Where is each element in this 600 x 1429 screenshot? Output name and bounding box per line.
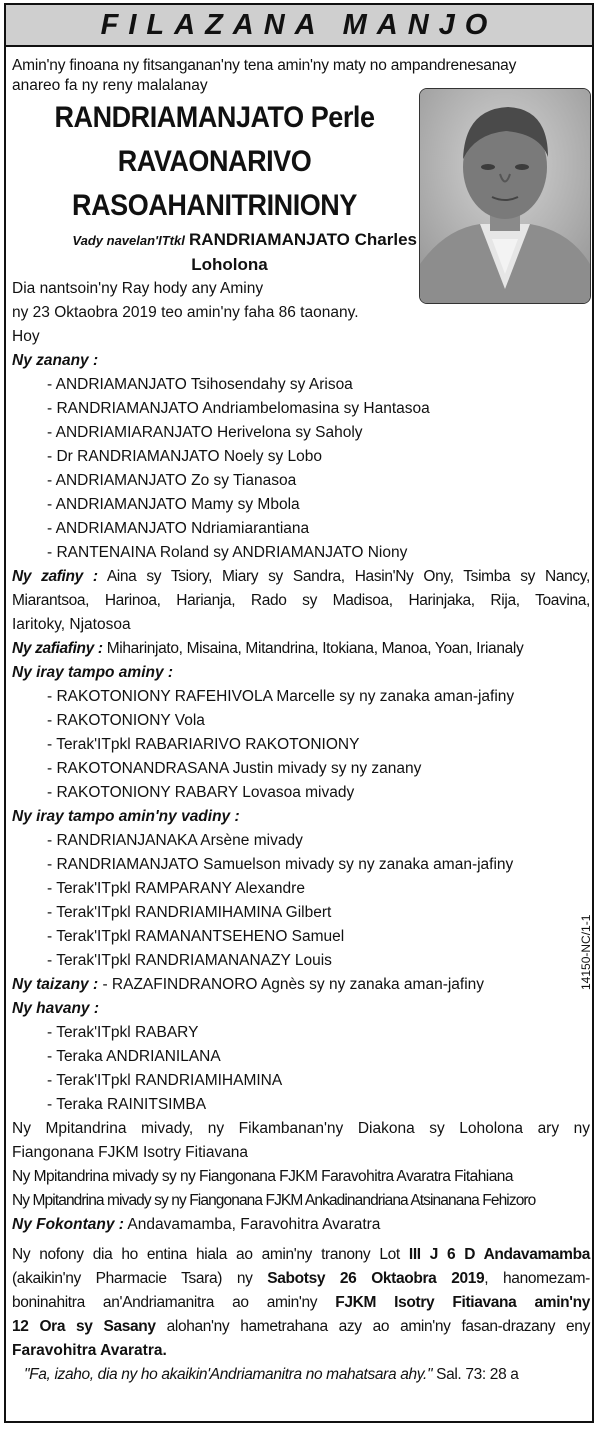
churches-line-3: Ny Mpitandrina mivady sy ny Fiangonana FJKM Faravohitra Avaratra Fitahiana xyxy=(12,1168,513,1185)
fokontany-text: Andavamamba, Faravohitra Avaratra xyxy=(127,1216,381,1233)
list-item: - Teraka ANDRIANILANA xyxy=(47,1048,221,1065)
list-item: - ANDRIAMIARANJATO Herivelona sy Saholy xyxy=(47,424,363,441)
siblings-heading: Ny iray tampo aminy : xyxy=(12,664,174,681)
funeral-line-4 xyxy=(12,1315,590,1339)
children-list xyxy=(12,373,590,565)
funeral-text: alohan'ny hametrahana azy ao amin'ny fasan-drazany eny xyxy=(155,1318,590,1335)
list-item: - Terak'ITpkl RABARIARIVO RAKOTONIONY xyxy=(47,736,360,753)
great-grandchildren-heading: Ny zafiafiny : xyxy=(12,640,103,657)
spouse-name: RANDRIAMANJATO Charles xyxy=(189,230,417,249)
list-item: - ANDRIAMANJATO Tsihosendahy sy Arisoa xyxy=(47,376,353,393)
list-item: - RAKOTONIONY RAFEHIVOLA Marcelle sy ny zanaka aman-jafiny xyxy=(47,688,515,705)
list-item: - RANDRIANJANAKA Arsène mivady xyxy=(47,832,303,849)
list-item: - RAKOTONIONY Vola xyxy=(47,712,205,729)
funeral-text: , hanomezam- xyxy=(484,1270,590,1287)
verse-reference: Sal. 73: 28 a xyxy=(432,1366,519,1383)
list-item: - Terak'ITpkl RANDRIAMIHAMINA xyxy=(47,1072,283,1089)
deceased-name-3: RASOAHANITRINIONY xyxy=(72,189,357,222)
churches-line-1: Ny Mpitandrina mivady, ny Fikambanan'ny Diakona sy Loholona ary ny xyxy=(12,1120,590,1137)
list-item: - Terak'ITpkl RAMANANTSEHENO Samuel xyxy=(47,928,345,945)
funeral-time: 12 Ora sy Sasany xyxy=(12,1318,156,1335)
nephews-heading: Ny taizany : xyxy=(12,976,99,993)
grandchildren-text-1: Aina sy Tsiory, Miary sy Sandra, Hasin'Ny Ony, Tsimba sy Nancy, xyxy=(106,568,590,585)
list-item: - Dr RANDRIAMANJATO Noely sy Lobo xyxy=(47,448,323,465)
notice-body xyxy=(12,56,590,1387)
list-item: - ANDRIAMANJATO Mamy sy Mbola xyxy=(47,496,300,513)
siblings-list xyxy=(12,685,590,805)
reference-code: 14150-NC/1-1 xyxy=(579,914,593,990)
intro-text xyxy=(12,56,517,96)
spouse-title: Loholona xyxy=(191,255,268,274)
deceased-name-2: RAVAONARIVO xyxy=(117,145,312,178)
notice-title: FILAZANA MANJO xyxy=(100,8,498,41)
nephews-line xyxy=(12,973,590,997)
verse-quote: "Fa, izaho, dia ny ho akaikin'Andriamanitra no mahatsara ahy." xyxy=(24,1366,433,1383)
great-grandchildren-line xyxy=(12,637,590,661)
nephews-text: - RAZAFINDRANORO Agnès sy ny zanaka aman-jafiny xyxy=(102,976,485,993)
list-item: - Terak'ITpkl RABARY xyxy=(47,1024,199,1041)
funeral-text: boninahitra an'Andriamanitra ao amin'ny xyxy=(12,1294,336,1311)
grandchildren-line-3: Iaritoky, Njatosoa xyxy=(12,616,131,633)
funeral-line-2 xyxy=(12,1267,590,1291)
list-item: - Terak'ITpkl RANDRIAMANANAZY Louis xyxy=(47,952,332,969)
funeral-text: (akaikin'ny Pharmacie Tsara) ny xyxy=(12,1270,268,1287)
funeral-line-3 xyxy=(12,1291,590,1315)
death-line-2: ny 23 Oktaobra 2019 teo amin'ny faha 86 taonany. xyxy=(12,304,359,321)
list-item: - Terak'ITpkl RAMPARANY Alexandre xyxy=(47,880,305,897)
death-line-1: Dia nantsoin'ny Ray hody any Aminy xyxy=(12,280,264,297)
list-item: - RANDRIAMANJATO Andriambelomasina sy Hantasoa xyxy=(47,400,430,417)
churches-line-2: Fiangonana FJKM Isotry Fitiavana xyxy=(12,1144,249,1161)
list-item: - Terak'ITpkl RANDRIAMIHAMINA Gilbert xyxy=(47,904,332,921)
list-item: - ANDRIAMANJATO Ndriamiarantiana xyxy=(47,520,310,537)
fokontany-heading: Ny Fokontany : xyxy=(12,1216,124,1233)
churches-line-4: Ny Mpitandrina mivady sy ny Fiangonana FJKM Ankadinandriana Atsinanana Fehizoro xyxy=(12,1192,536,1209)
funeral-text: Ny nofony dia ho entina hiala ao amin'ny tranony Lot xyxy=(12,1246,409,1263)
fokontany-line xyxy=(12,1213,590,1237)
children-heading: Ny zanany : xyxy=(12,352,99,369)
list-item: - ANDRIAMANJATO Zo sy Tianasoa xyxy=(47,472,297,489)
deceased-name-1: RANDRIAMANJATO Perle xyxy=(54,101,375,134)
list-item: - RANDRIAMANJATO Samuelson mivady sy ny zanaka aman-jafiny xyxy=(47,856,514,873)
list-item: - Teraka RAINITSIMBA xyxy=(47,1096,207,1113)
verse-line xyxy=(12,1363,590,1387)
list-item: - RAKOTONANDRASANA Justin mivady sy ny zanany xyxy=(47,760,422,777)
list-item: - RANTENAINA Roland sy ANDRIAMANJATO Niony xyxy=(47,544,408,561)
intro-line-2: anareo fa ny reny malalanay xyxy=(12,77,208,94)
relatives-heading: Ny havany : xyxy=(12,1000,100,1017)
spouse-line xyxy=(12,228,417,253)
funeral-line-5: Faravohitra Avaratra. xyxy=(12,1342,167,1359)
list-item: - RAKOTONIONY RABARY Lovasoa mivady xyxy=(47,784,355,801)
spouse-siblings-list xyxy=(12,829,590,973)
relatives-list xyxy=(12,1021,590,1117)
death-line-3: Hoy xyxy=(12,328,40,345)
intro-line-1: Amin'ny finoana ny fitsanganan'ny tena amin'ny maty no ampandrenesanay xyxy=(12,57,517,74)
great-grandchildren-text: Miharinjato, Misaina, Mitandrina, Itokiana, Manoa, Yoan, Irianaly xyxy=(106,640,524,657)
spouse-siblings-heading: Ny iray tampo amin'ny vadiny : xyxy=(12,808,240,825)
grandchildren-line-1 xyxy=(12,565,590,589)
funeral-date: Sabotsy 26 Oktaobra 2019 xyxy=(267,1270,485,1287)
funeral-church: FJKM Isotry Fitiavana amin'ny xyxy=(335,1294,590,1311)
funeral-line-1 xyxy=(12,1243,590,1267)
grandchildren-heading: Ny zafiny : xyxy=(12,568,98,585)
spouse-prefix: Vady navelan'ITtkl xyxy=(72,233,185,248)
grandchildren-line-2: Miarantsoa, Harinoa, Harianja, Rado sy Madisoa, Harinjaka, Rija, Toavina, xyxy=(12,592,590,609)
funeral-address: III J 6 D Andavamamba xyxy=(408,1246,590,1263)
